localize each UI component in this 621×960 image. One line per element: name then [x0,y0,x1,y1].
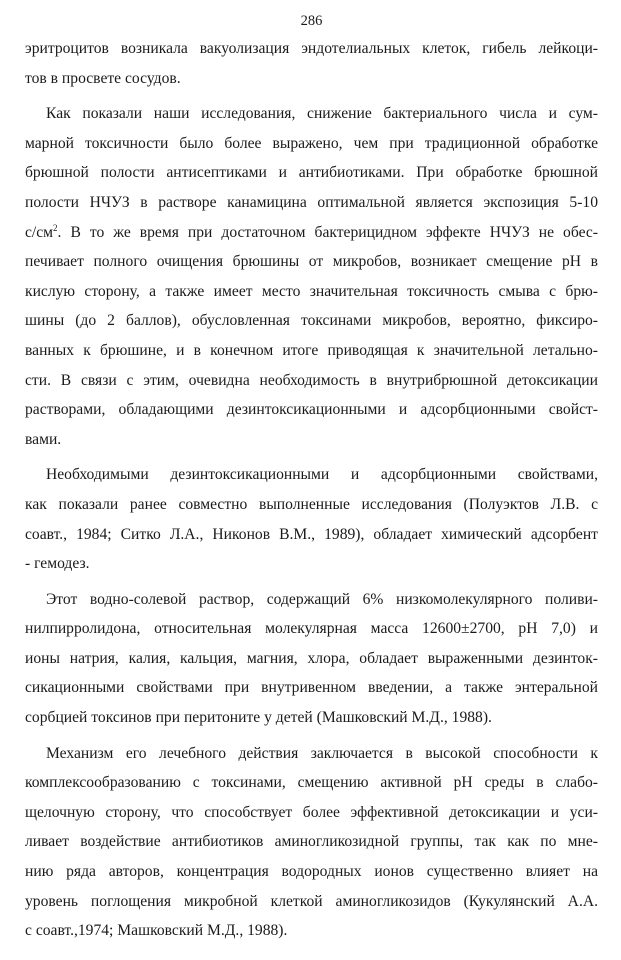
text-line: ионы натрия, калия, кальция, магния, хлора, обладает выраженными дезинток- [25,649,598,667]
text-line: вами. [25,430,62,448]
text-line: как показали ранее совместно выполненные исследования (Полуэктов Л.В. с [25,495,598,513]
unit-text: $с/см^2$ [25,222,58,241]
paragraph-2 [25,99,598,454]
text-line: сикационными свойствами при внутривенном введении, а также энтеральной [25,679,598,697]
paragraph-4 [25,585,598,733]
text-line: - гемодез. [25,555,90,573]
text-line: Этот водно-солевой раствор, содержащий 6% низкомолекулярного поливи- [46,590,598,608]
text-line: ливает воздействие антибиотиков аминогликозидной группы, так как по мне- [25,833,598,851]
unit-superscript: 2 [53,222,58,233]
page-number: 286 [300,13,323,29]
text-line-with-unit: $с/см^2$. В то же время при достаточном бактерицидном эффекте НЧУЗ не обес- [25,222,598,241]
text-line-rest: В то же время при достаточном бактерицидном эффекте НЧУЗ не обес- [70,223,598,241]
text-line: тов в просвете сосудов. [25,69,181,87]
text-line: нилпирролидона, относительная молекулярная масса 12600±2700, pH 7,0) и [25,620,598,638]
text-line: растворами, обладающими дезинтоксикационными и адсорбционными свойст- [25,401,598,419]
text-line: печивает полного очищения брюшины от микробов, возникает смещение pH в [25,253,598,271]
text-line: полости НЧУЗ в растворе канамицина оптимальной является экспозиция 5-10 [25,193,598,211]
text-line: брюшной полости антисептиками и антибиотиками. При обработке брюшной [25,164,598,182]
text-line: марной токсичности было более выражено, чем при традиционной обработке [25,134,598,152]
text-line: шины (до 2 баллов), обусловленная токсинами микробов, вероятно, фиксиро- [25,312,598,330]
text-line: ванных к брюшине, и в конечном итоге приводящая к значительной летально- [25,341,598,359]
text-line: соавт., 1984; Ситко Л.А., Никонов В.М., 1989), обладает химический адсорбент [25,525,598,543]
body-text [25,34,598,946]
text-line: нию ряда авторов, концентрация водородных ионов существенно влияет на [25,863,598,881]
text-line: Необходимыми дезинтоксикационными и адсорбционными свойствами, [46,466,598,484]
text-line: Как показали наши исследования, снижение бактериального числа и сум- [46,105,598,123]
text-line: уровень поглощения микробной клеткой аминогликозидов (Кукулянский А.А. [25,892,598,910]
text-line: эритроцитов возникала вакуолизация эндотелиальных клеток, гибель лейкоци- [25,40,598,57]
text-line: с соавт.,1974; Машковский М.Д., 1988). [25,922,288,940]
text-line: Механизм его лечебного действия заключается в высокой способности к [46,744,598,762]
text-line: сти. В связи с этим, очевидна необходимость в внутрибрюшной детоксикации [25,371,598,389]
text-line: сорбцией токсинов при перитоните у детей (Машковский М.Д., 1988). [25,709,492,727]
paragraph-1 [25,34,598,93]
paragraph-5 [25,739,598,946]
paragraph-3 [25,460,598,578]
text-line: комплексообразованию с токсинами, смещению активной pH среды в слабо- [25,774,598,792]
text-line: щелочную сторону, что способствует более эффективной детоксикации и уси- [25,803,598,821]
text-line: кислую сторону, а также имеет место значительная токсичность смыва с брю- [25,282,598,300]
